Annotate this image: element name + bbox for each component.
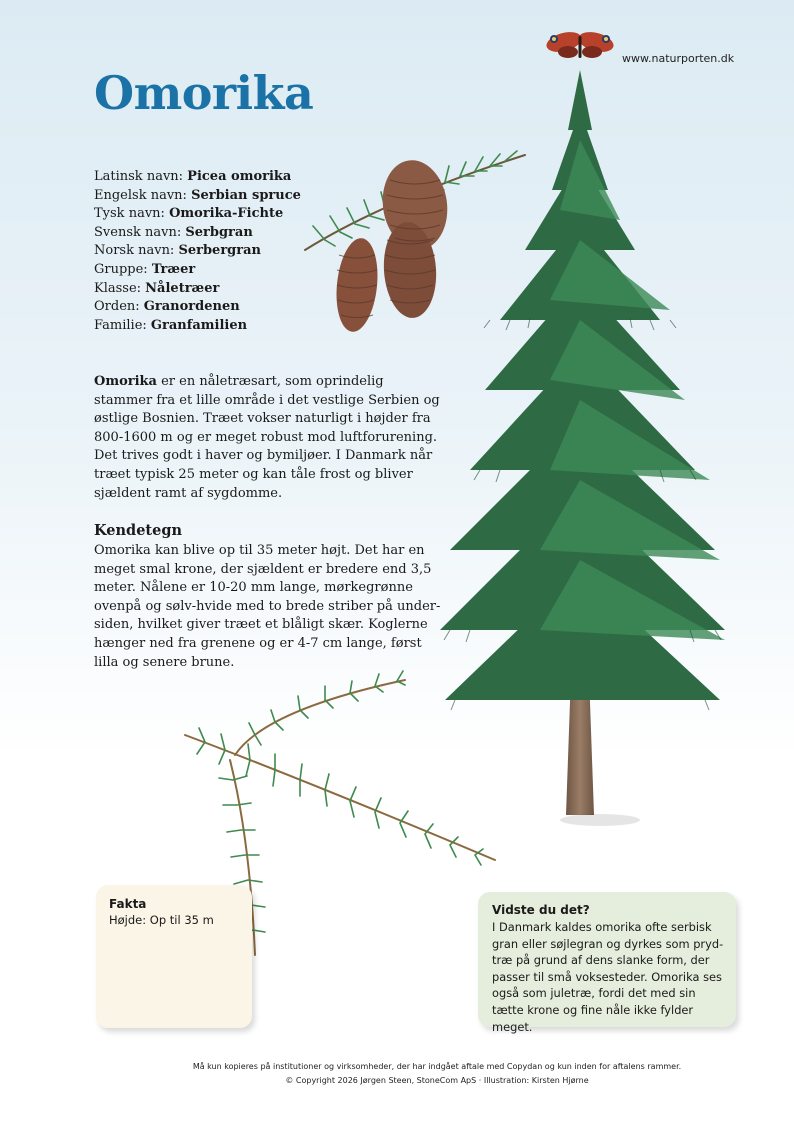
fact-list: [94, 168, 301, 335]
fakta-text: Højde: Op til 35 m: [109, 913, 214, 927]
fact-row: Norsk navn: Serbergran: [94, 243, 261, 259]
vidste-box: [478, 892, 736, 1034]
fact-row: Latinsk navn: Picea omorika: [94, 169, 292, 184]
fact-row: Gruppe: Træer: [94, 261, 196, 277]
fact-row: Tysk navn: Omorika-Fichte: [94, 206, 284, 222]
fact-row: Orden: Granordenen: [94, 299, 240, 315]
butterfly-logo: [540, 26, 620, 66]
section-heading-kendetegn: Kendetegn: [94, 522, 183, 539]
kendetegn-paragraph: Omorika kan blive op til 35 meter højt. Det har en meget smal krone, der sjældent er bredere end 3,5 meter. Nålene er 10-20 mm lange, mørkegrønne ovenpå og sølv-hvide med to brede striber på under-siden, hvilket giver træet et blåligt skær. Koglerne hænger ned fra grenene og er 4-7 cm lange, først lilla og senere brune.: [94, 543, 441, 670]
footer-notice: Må kun kopieres på institutioner og virksomheder, der har indgået aftale med Copydan og kun inden for aftalens rammer.: [192, 1062, 682, 1071]
fact-row: Klasse: Nåletræer: [94, 280, 220, 296]
page-title: Omorika: [94, 66, 314, 120]
fact-row: Svensk navn: Serbgran: [94, 224, 253, 240]
fakta-heading: Fakta: [109, 897, 147, 911]
vidste-heading: Vidste du det?: [492, 903, 590, 917]
fact-row: Familie: Granfamilien: [94, 317, 248, 333]
vidste-text: I Danmark kaldes omorika ofte serbisk gran eller søjlegran og dyrkes som pryd-træ på grund af dens slanke form, der passer til små voksesteder. Omorika ses også som juletræ, fordi det med sin tætte krone og fine nåle ikke fylder meget.: [492, 920, 724, 1034]
fact-row: Engelsk navn: Serbian spruce: [94, 187, 301, 203]
footer-copyright: © Copyright 2026 Jørgen Steen, StoneCom ApS · Illustration: Kirsten Hjørne: [285, 1076, 589, 1085]
intro-paragraph: Omorika er en nåletræsart, som oprindelig stammer fra et lille område i det vestlige Serbien og østlige Bosnien. Træet vokser naturligt i højder fra 800-1600 m og er meget robust mod luftforurening. Det trives godt i haver og bymiljøer. I Danmark når træet typisk 25 meter og kan tåle frost og bliver sjældent ramt af sygdomme.: [94, 374, 440, 501]
fakta-box: [96, 885, 252, 1028]
site-url: www.naturporten.dk: [622, 52, 735, 65]
